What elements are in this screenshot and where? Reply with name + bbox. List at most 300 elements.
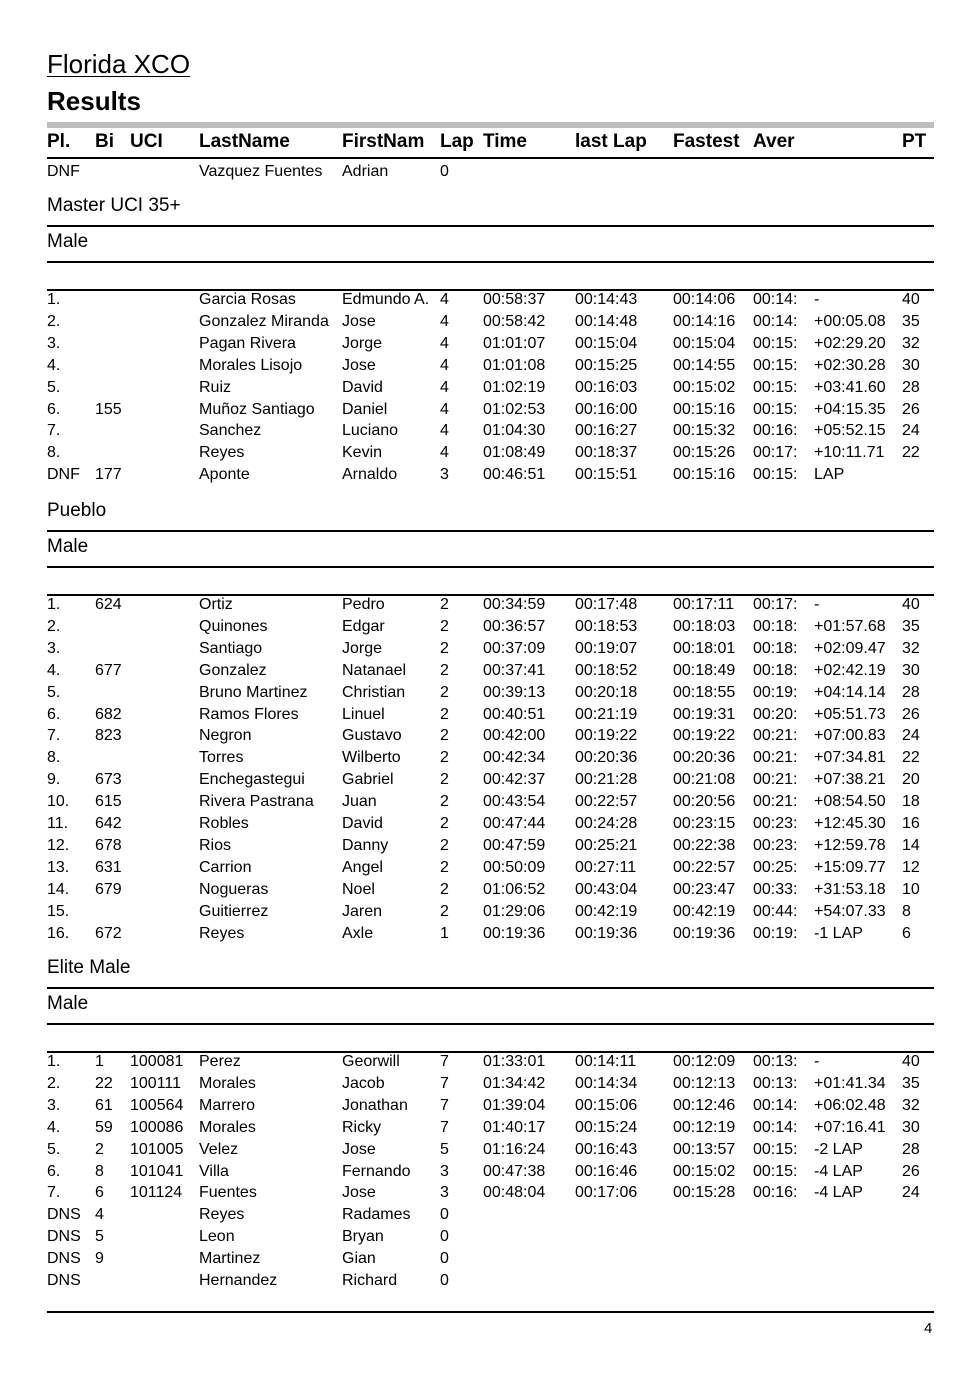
- cell-uci-id: 100111: [130, 1075, 182, 1092]
- result-row: [47, 377, 934, 399]
- cell-total-time: 00:43:54: [483, 793, 546, 810]
- cell-points: 32: [902, 335, 920, 352]
- cell-total-time: 00:37:41: [483, 662, 546, 679]
- cell-points: 28: [902, 1141, 920, 1158]
- cell-lastname: Fuentes: [199, 1184, 257, 1201]
- cell-fastest-lap: 00:14:55: [673, 357, 736, 374]
- cell-fastest-lap: 00:15:16: [673, 466, 736, 483]
- cell-lastname: Torres: [199, 749, 244, 766]
- cell-uci-id: 101005: [130, 1141, 184, 1158]
- cell-laps: 2: [440, 749, 449, 766]
- cell-firstname: Juan: [342, 793, 377, 810]
- cell-total-time: 00:39:13: [483, 684, 546, 701]
- cell-fastest-lap: 00:14:06: [673, 291, 736, 308]
- cell-fastest-lap: 00:15:02: [673, 1163, 736, 1180]
- cell-laps: 4: [440, 422, 449, 439]
- cell-firstname: Adrian: [342, 163, 389, 180]
- cell-points: 16: [902, 815, 920, 832]
- cell-lastname: Santiago: [199, 640, 263, 657]
- cell-laps: 1: [440, 925, 449, 942]
- cell-firstname: Fernando: [342, 1163, 411, 1180]
- cell-laps: 2: [440, 771, 449, 788]
- cell-total-time: 00:36:57: [483, 618, 546, 635]
- cell-laps: 4: [440, 291, 449, 308]
- cell-bib: 155: [95, 401, 122, 418]
- cell-firstname: Natanael: [342, 662, 407, 679]
- cell-uci-id: 100564: [130, 1097, 184, 1114]
- cell-average-lap: 00:20:: [753, 706, 798, 723]
- cell-firstname: Linuel: [342, 706, 385, 723]
- cell-last-lap: 00:16:46: [575, 1163, 638, 1180]
- cell-points: 26: [902, 706, 920, 723]
- cell-points: 40: [902, 596, 920, 613]
- cell-laps: 2: [440, 640, 449, 657]
- col-header-place: Pl.: [47, 131, 71, 152]
- result-row: [47, 311, 934, 333]
- cell-firstname: Jaren: [342, 903, 383, 920]
- cell-total-time: 01:16:24: [483, 1141, 546, 1158]
- cell-uci-id: 101124: [130, 1184, 183, 1201]
- cell-laps: 4: [440, 379, 449, 396]
- cell-lastname: Carrion: [199, 859, 252, 876]
- cell-average-lap: 00:18:: [753, 640, 798, 657]
- cell-place: 11.: [47, 815, 69, 832]
- cell-lastname: Robles: [199, 815, 249, 832]
- cell-laps: 0: [440, 1272, 449, 1289]
- cell-average-lap: 00:14:: [753, 1097, 798, 1114]
- result-row: [47, 813, 934, 835]
- cell-laps: 3: [440, 466, 449, 483]
- category-heading: Master UCI 35+: [47, 191, 934, 227]
- cell-lastname: Reyes: [199, 444, 245, 461]
- cell-fastest-lap: 00:18:49: [673, 662, 736, 679]
- cell-last-lap: 00:21:19: [575, 706, 638, 723]
- cell-bib: 672: [95, 925, 122, 942]
- cell-fastest-lap: 00:18:55: [673, 684, 736, 701]
- gender-heading: Male: [47, 532, 934, 568]
- result-row: [47, 857, 934, 879]
- cell-lastname: Rivera Pastrana: [199, 793, 314, 810]
- category-heading: Elite Male: [47, 953, 934, 989]
- cell-total-time: 00:46:51: [483, 466, 546, 483]
- cell-fastest-lap: 00:12:46: [673, 1097, 736, 1114]
- cell-last-lap: 00:19:36: [575, 925, 638, 942]
- cell-last-lap: 00:17:48: [575, 596, 638, 613]
- cell-lastname: Gonzalez Miranda: [199, 313, 329, 330]
- cell-gap: +01:57.68: [814, 618, 886, 635]
- cell-fastest-lap: 00:12:19: [673, 1119, 736, 1136]
- result-row: [47, 879, 934, 901]
- cell-total-time: 01:34:42: [483, 1075, 546, 1092]
- cell-lastname: Sanchez: [199, 422, 262, 439]
- cell-points: 22: [902, 444, 920, 461]
- cell-firstname: Jose: [342, 1141, 376, 1158]
- cell-average-lap: 00:13:: [753, 1053, 798, 1070]
- cell-uci-id: 100081: [130, 1053, 184, 1070]
- cell-place: 9.: [47, 771, 61, 788]
- cell-gap: +07:00.83: [814, 727, 886, 744]
- cell-place: 3.: [47, 640, 61, 657]
- cell-points: 32: [902, 640, 920, 657]
- page-number: 4: [924, 1320, 933, 1337]
- document-subtitle: Results: [47, 86, 141, 116]
- cell-total-time: 01:02:53: [483, 401, 546, 418]
- cell-gap: +15:09.77: [814, 859, 886, 876]
- cell-gap: +01:41.34: [814, 1075, 886, 1092]
- cell-gap: +07:16.41: [814, 1119, 886, 1136]
- cell-gap: +04:14.14: [814, 684, 886, 701]
- cell-last-lap: 00:14:48: [575, 313, 638, 330]
- cell-firstname: Jose: [342, 313, 376, 330]
- cell-laps: 2: [440, 596, 449, 613]
- cell-total-time: 01:40:17: [483, 1119, 546, 1136]
- cell-place: DNS: [47, 1272, 81, 1289]
- cell-fastest-lap: 00:15:28: [673, 1184, 736, 1201]
- cell-average-lap: 00:15:: [753, 466, 798, 483]
- cell-bib: 624: [95, 596, 122, 613]
- cell-points: 32: [902, 1097, 920, 1114]
- cell-points: 26: [902, 1163, 920, 1180]
- cell-place: 15.: [47, 903, 70, 920]
- cell-gap: +02:30.28: [814, 357, 886, 374]
- cell-fastest-lap: 00:20:36: [673, 749, 736, 766]
- cell-points: 20: [902, 771, 920, 788]
- cell-total-time: 00:34:59: [483, 596, 546, 613]
- cell-average-lap: 00:14:: [753, 1119, 798, 1136]
- cell-firstname: David: [342, 379, 383, 396]
- cell-fastest-lap: 00:15:16: [673, 401, 736, 418]
- cell-laps: 0: [440, 163, 449, 180]
- cell-gap: -: [814, 291, 820, 308]
- result-row: [47, 791, 934, 813]
- cell-gap: -: [814, 596, 820, 613]
- result-row: [47, 420, 934, 442]
- cell-lastname: Ruiz: [199, 379, 232, 396]
- col-header-time: Time: [483, 131, 528, 152]
- cell-average-lap: 00:15:: [753, 1141, 798, 1158]
- cell-total-time: 01:02:19: [483, 379, 546, 396]
- cell-firstname: Jacob: [342, 1075, 385, 1092]
- col-header-points: PT: [902, 131, 927, 152]
- cell-last-lap: 00:16:43: [575, 1141, 638, 1158]
- cell-uci-id: 100086: [130, 1119, 184, 1136]
- cell-firstname: Radames: [342, 1206, 411, 1223]
- cell-place: 5.: [47, 1141, 61, 1158]
- result-row: [47, 1204, 934, 1226]
- cell-points: 6: [902, 925, 911, 942]
- result-row: [47, 442, 934, 464]
- cell-total-time: 00:50:09: [483, 859, 546, 876]
- cell-laps: 7: [440, 1119, 449, 1136]
- result-row: [47, 725, 934, 747]
- cell-lastname: Marrero: [199, 1097, 256, 1114]
- cell-points: 30: [902, 1119, 920, 1136]
- cell-bib: 8: [95, 1163, 104, 1180]
- cell-gap: +04:15.35: [814, 401, 886, 418]
- cell-laps: 2: [440, 727, 449, 744]
- cell-bib: 823: [95, 727, 122, 744]
- cell-average-lap: 00:17:: [753, 596, 798, 613]
- cell-fastest-lap: 00:22:57: [673, 859, 736, 876]
- cell-total-time: 00:40:51: [483, 706, 546, 723]
- cell-last-lap: 00:18:52: [575, 662, 638, 679]
- title-divider: [47, 122, 934, 128]
- cell-place: 1.: [47, 1053, 61, 1070]
- cell-gap: +08:54.50: [814, 793, 886, 810]
- document-title: Florida XCO: [47, 49, 191, 79]
- cell-laps: 3: [440, 1163, 449, 1180]
- result-row: [47, 638, 934, 660]
- cell-bib: 22: [95, 1075, 113, 1092]
- cell-total-time: 00:47:59: [483, 837, 546, 854]
- cell-uci-id: 101041: [130, 1163, 184, 1180]
- cell-last-lap: 00:18:53: [575, 618, 638, 635]
- cell-last-lap: 00:14:34: [575, 1075, 638, 1092]
- cell-points: 35: [902, 1075, 920, 1092]
- cell-laps: 3: [440, 1184, 449, 1201]
- cell-last-lap: 00:16:00: [575, 401, 638, 418]
- cell-laps: 7: [440, 1075, 449, 1092]
- cell-fastest-lap: 00:15:26: [673, 444, 736, 461]
- cell-bib: 678: [95, 837, 122, 854]
- cell-place: 2.: [47, 1075, 61, 1092]
- cell-fastest-lap: 00:13:57: [673, 1141, 736, 1158]
- cell-gap: +05:52.15: [814, 422, 886, 439]
- cell-firstname: Axle: [342, 925, 374, 942]
- cell-average-lap: 00:44:: [753, 903, 798, 920]
- cell-points: 28: [902, 379, 920, 396]
- category-heading: Pueblo: [47, 496, 934, 532]
- col-header-average: Aver: [753, 131, 795, 152]
- result-row: [47, 1161, 934, 1183]
- cell-average-lap: 00:14:: [753, 291, 798, 308]
- result-row: [47, 1182, 934, 1204]
- cell-last-lap: 00:18:37: [575, 444, 638, 461]
- cell-place: 2.: [47, 618, 61, 635]
- cell-fastest-lap: 00:15:32: [673, 422, 736, 439]
- cell-firstname: Jonathan: [342, 1097, 408, 1114]
- cell-last-lap: 00:16:03: [575, 379, 638, 396]
- cell-lastname: Pagan Rivera: [199, 335, 296, 352]
- cell-laps: 2: [440, 662, 449, 679]
- cell-laps: 2: [440, 881, 449, 898]
- cell-points: 35: [902, 618, 920, 635]
- cell-firstname: Jorge: [342, 640, 383, 657]
- cell-fastest-lap: 00:42:19: [673, 903, 736, 920]
- cell-last-lap: 00:14:11: [575, 1053, 637, 1070]
- cell-lastname: Morales: [199, 1075, 256, 1092]
- cell-total-time: 00:58:37: [483, 291, 546, 308]
- cell-lastname: Velez: [199, 1141, 239, 1158]
- cell-points: 24: [902, 1184, 920, 1201]
- cell-gap: +12:59.78: [814, 837, 886, 854]
- result-row: [47, 1095, 934, 1117]
- cell-bib: 61: [95, 1097, 113, 1114]
- cell-fastest-lap: 00:12:13: [673, 1075, 736, 1092]
- cell-last-lap: 00:17:06: [575, 1184, 638, 1201]
- cell-place: 6.: [47, 1163, 61, 1180]
- col-header-last-lap: last Lap: [575, 131, 647, 152]
- cell-fastest-lap: 00:18:03: [673, 618, 736, 635]
- cell-firstname: Noel: [342, 881, 375, 898]
- cell-lastname: Bruno Martinez: [199, 684, 308, 701]
- cell-firstname: Arnaldo: [342, 466, 398, 483]
- cell-points: 22: [902, 749, 920, 766]
- cell-laps: 0: [440, 1206, 449, 1223]
- cell-points: 10: [902, 881, 920, 898]
- cell-average-lap: 00:21:: [753, 749, 798, 766]
- cell-laps: 0: [440, 1228, 449, 1245]
- cell-points: 30: [902, 662, 920, 679]
- result-row: [47, 355, 934, 377]
- cell-lastname: Garcia Rosas: [199, 291, 296, 308]
- cell-laps: 2: [440, 618, 449, 635]
- cell-fastest-lap: 00:19:22: [673, 727, 736, 744]
- cell-lastname: Rios: [199, 837, 232, 854]
- result-row: [47, 769, 934, 791]
- cell-fastest-lap: 00:21:08: [673, 771, 736, 788]
- cell-firstname: Pedro: [342, 596, 385, 613]
- cell-place: 16.: [47, 925, 70, 942]
- cell-bib: 677: [95, 662, 122, 679]
- cell-gap: +03:41.60: [814, 379, 886, 396]
- cell-laps: 2: [440, 903, 449, 920]
- cell-firstname: Gustavo: [342, 727, 402, 744]
- cell-laps: 7: [440, 1053, 449, 1070]
- cell-total-time: 00:58:42: [483, 313, 546, 330]
- cell-bib: 177: [95, 466, 122, 483]
- cell-laps: 4: [440, 357, 449, 374]
- cell-total-time: 00:19:36: [483, 925, 546, 942]
- cell-laps: 2: [440, 684, 449, 701]
- result-row: [47, 901, 934, 923]
- cell-last-lap: 00:42:19: [575, 903, 638, 920]
- result-row: [47, 1117, 934, 1139]
- cell-points: 30: [902, 357, 920, 374]
- cell-lastname: Aponte: [199, 466, 250, 483]
- cell-place: DNF: [47, 163, 80, 180]
- cell-place: DNS: [47, 1206, 81, 1223]
- cell-average-lap: 00:15:: [753, 1163, 798, 1180]
- cell-place: 12.: [47, 837, 70, 854]
- cell-total-time: 01:06:52: [483, 881, 546, 898]
- cell-points: 8: [902, 903, 911, 920]
- cell-bib: 615: [95, 793, 122, 810]
- cell-laps: 2: [440, 859, 449, 876]
- cell-lastname: Hernandez: [199, 1272, 278, 1289]
- cell-average-lap: 00:16:: [753, 1184, 798, 1201]
- cell-lastname: Martinez: [199, 1250, 261, 1267]
- cell-bib: 6: [95, 1184, 104, 1201]
- cell-place: 6.: [47, 401, 61, 418]
- cell-gap: LAP: [814, 466, 845, 483]
- result-row: [47, 161, 934, 183]
- result-row: [47, 1051, 934, 1073]
- cell-total-time: 01:01:07: [483, 335, 546, 352]
- cell-place: 8.: [47, 749, 61, 766]
- cell-last-lap: 00:24:28: [575, 815, 638, 832]
- cell-place: 8.: [47, 444, 61, 461]
- cell-average-lap: 00:19:: [753, 925, 798, 942]
- cell-points: 14: [902, 837, 920, 854]
- cell-average-lap: 00:17:: [753, 444, 798, 461]
- cell-bib: 642: [95, 815, 122, 832]
- cell-bib: 59: [95, 1119, 113, 1136]
- cell-average-lap: 00:13:: [753, 1075, 798, 1092]
- cell-laps: 2: [440, 815, 449, 832]
- cell-bib: 5: [95, 1228, 104, 1245]
- cell-firstname: Georwill: [342, 1053, 400, 1070]
- cell-last-lap: 00:19:22: [575, 727, 638, 744]
- cell-lastname: Quinones: [199, 618, 268, 635]
- cell-lastname: Ramos Flores: [199, 706, 299, 723]
- cell-last-lap: 00:21:28: [575, 771, 638, 788]
- cell-fastest-lap: 00:19:31: [673, 706, 736, 723]
- cell-gap: -: [814, 1053, 820, 1070]
- cell-fastest-lap: 00:22:38: [673, 837, 736, 854]
- cell-lastname: Negron: [199, 727, 252, 744]
- cell-gap: +12:45.30: [814, 815, 886, 832]
- cell-lastname: Guitierrez: [199, 903, 269, 920]
- cell-firstname: Danny: [342, 837, 389, 854]
- cell-laps: 5: [440, 1141, 449, 1158]
- cell-total-time: 00:42:34: [483, 749, 546, 766]
- cell-total-time: 00:42:00: [483, 727, 546, 744]
- cell-points: 12: [902, 859, 920, 876]
- cell-place: 7.: [47, 727, 61, 744]
- cell-total-time: 00:37:09: [483, 640, 546, 657]
- cell-last-lap: 00:19:07: [575, 640, 638, 657]
- cell-firstname: Edmundo A.: [342, 291, 430, 308]
- cell-place: 1.: [47, 596, 61, 613]
- cell-place: DNF: [47, 466, 80, 483]
- cell-firstname: David: [342, 815, 383, 832]
- cell-average-lap: 00:21:: [753, 727, 798, 744]
- result-row: [47, 1073, 934, 1095]
- cell-bib: 2: [95, 1141, 104, 1158]
- col-header-uci: UCI: [130, 131, 163, 152]
- cell-place: 3.: [47, 1097, 61, 1114]
- cell-laps: 2: [440, 793, 449, 810]
- result-row: [47, 399, 934, 421]
- col-header-lastname: LastName: [199, 131, 290, 152]
- cell-fastest-lap: 00:15:04: [673, 335, 736, 352]
- cell-firstname: Ricky: [342, 1119, 382, 1136]
- cell-gap: +00:05.08: [814, 313, 886, 330]
- cell-points: 24: [902, 422, 920, 439]
- cell-total-time: 01:39:04: [483, 1097, 546, 1114]
- cell-last-lap: 00:15:25: [575, 357, 638, 374]
- cell-points: 40: [902, 291, 920, 308]
- cell-average-lap: 00:15:: [753, 379, 798, 396]
- cell-total-time: 01:33:01: [483, 1053, 546, 1070]
- cell-place: 7.: [47, 422, 61, 439]
- cell-average-lap: 00:23:: [753, 837, 798, 854]
- cell-firstname: Christian: [342, 684, 406, 701]
- cell-last-lap: 00:15:24: [575, 1119, 638, 1136]
- cell-lastname: Reyes: [199, 1206, 245, 1223]
- cell-gap: -4 LAP: [814, 1163, 863, 1180]
- cell-firstname: Bryan: [342, 1228, 384, 1245]
- cell-average-lap: 00:21:: [753, 793, 798, 810]
- cell-points: 35: [902, 313, 920, 330]
- cell-bib: 673: [95, 771, 122, 788]
- cell-fastest-lap: 00:15:02: [673, 379, 736, 396]
- cell-average-lap: 00:19:: [753, 684, 798, 701]
- cell-total-time: 00:42:37: [483, 771, 546, 788]
- cell-laps: 4: [440, 401, 449, 418]
- cell-lastname: Morales Lisojo: [199, 357, 303, 374]
